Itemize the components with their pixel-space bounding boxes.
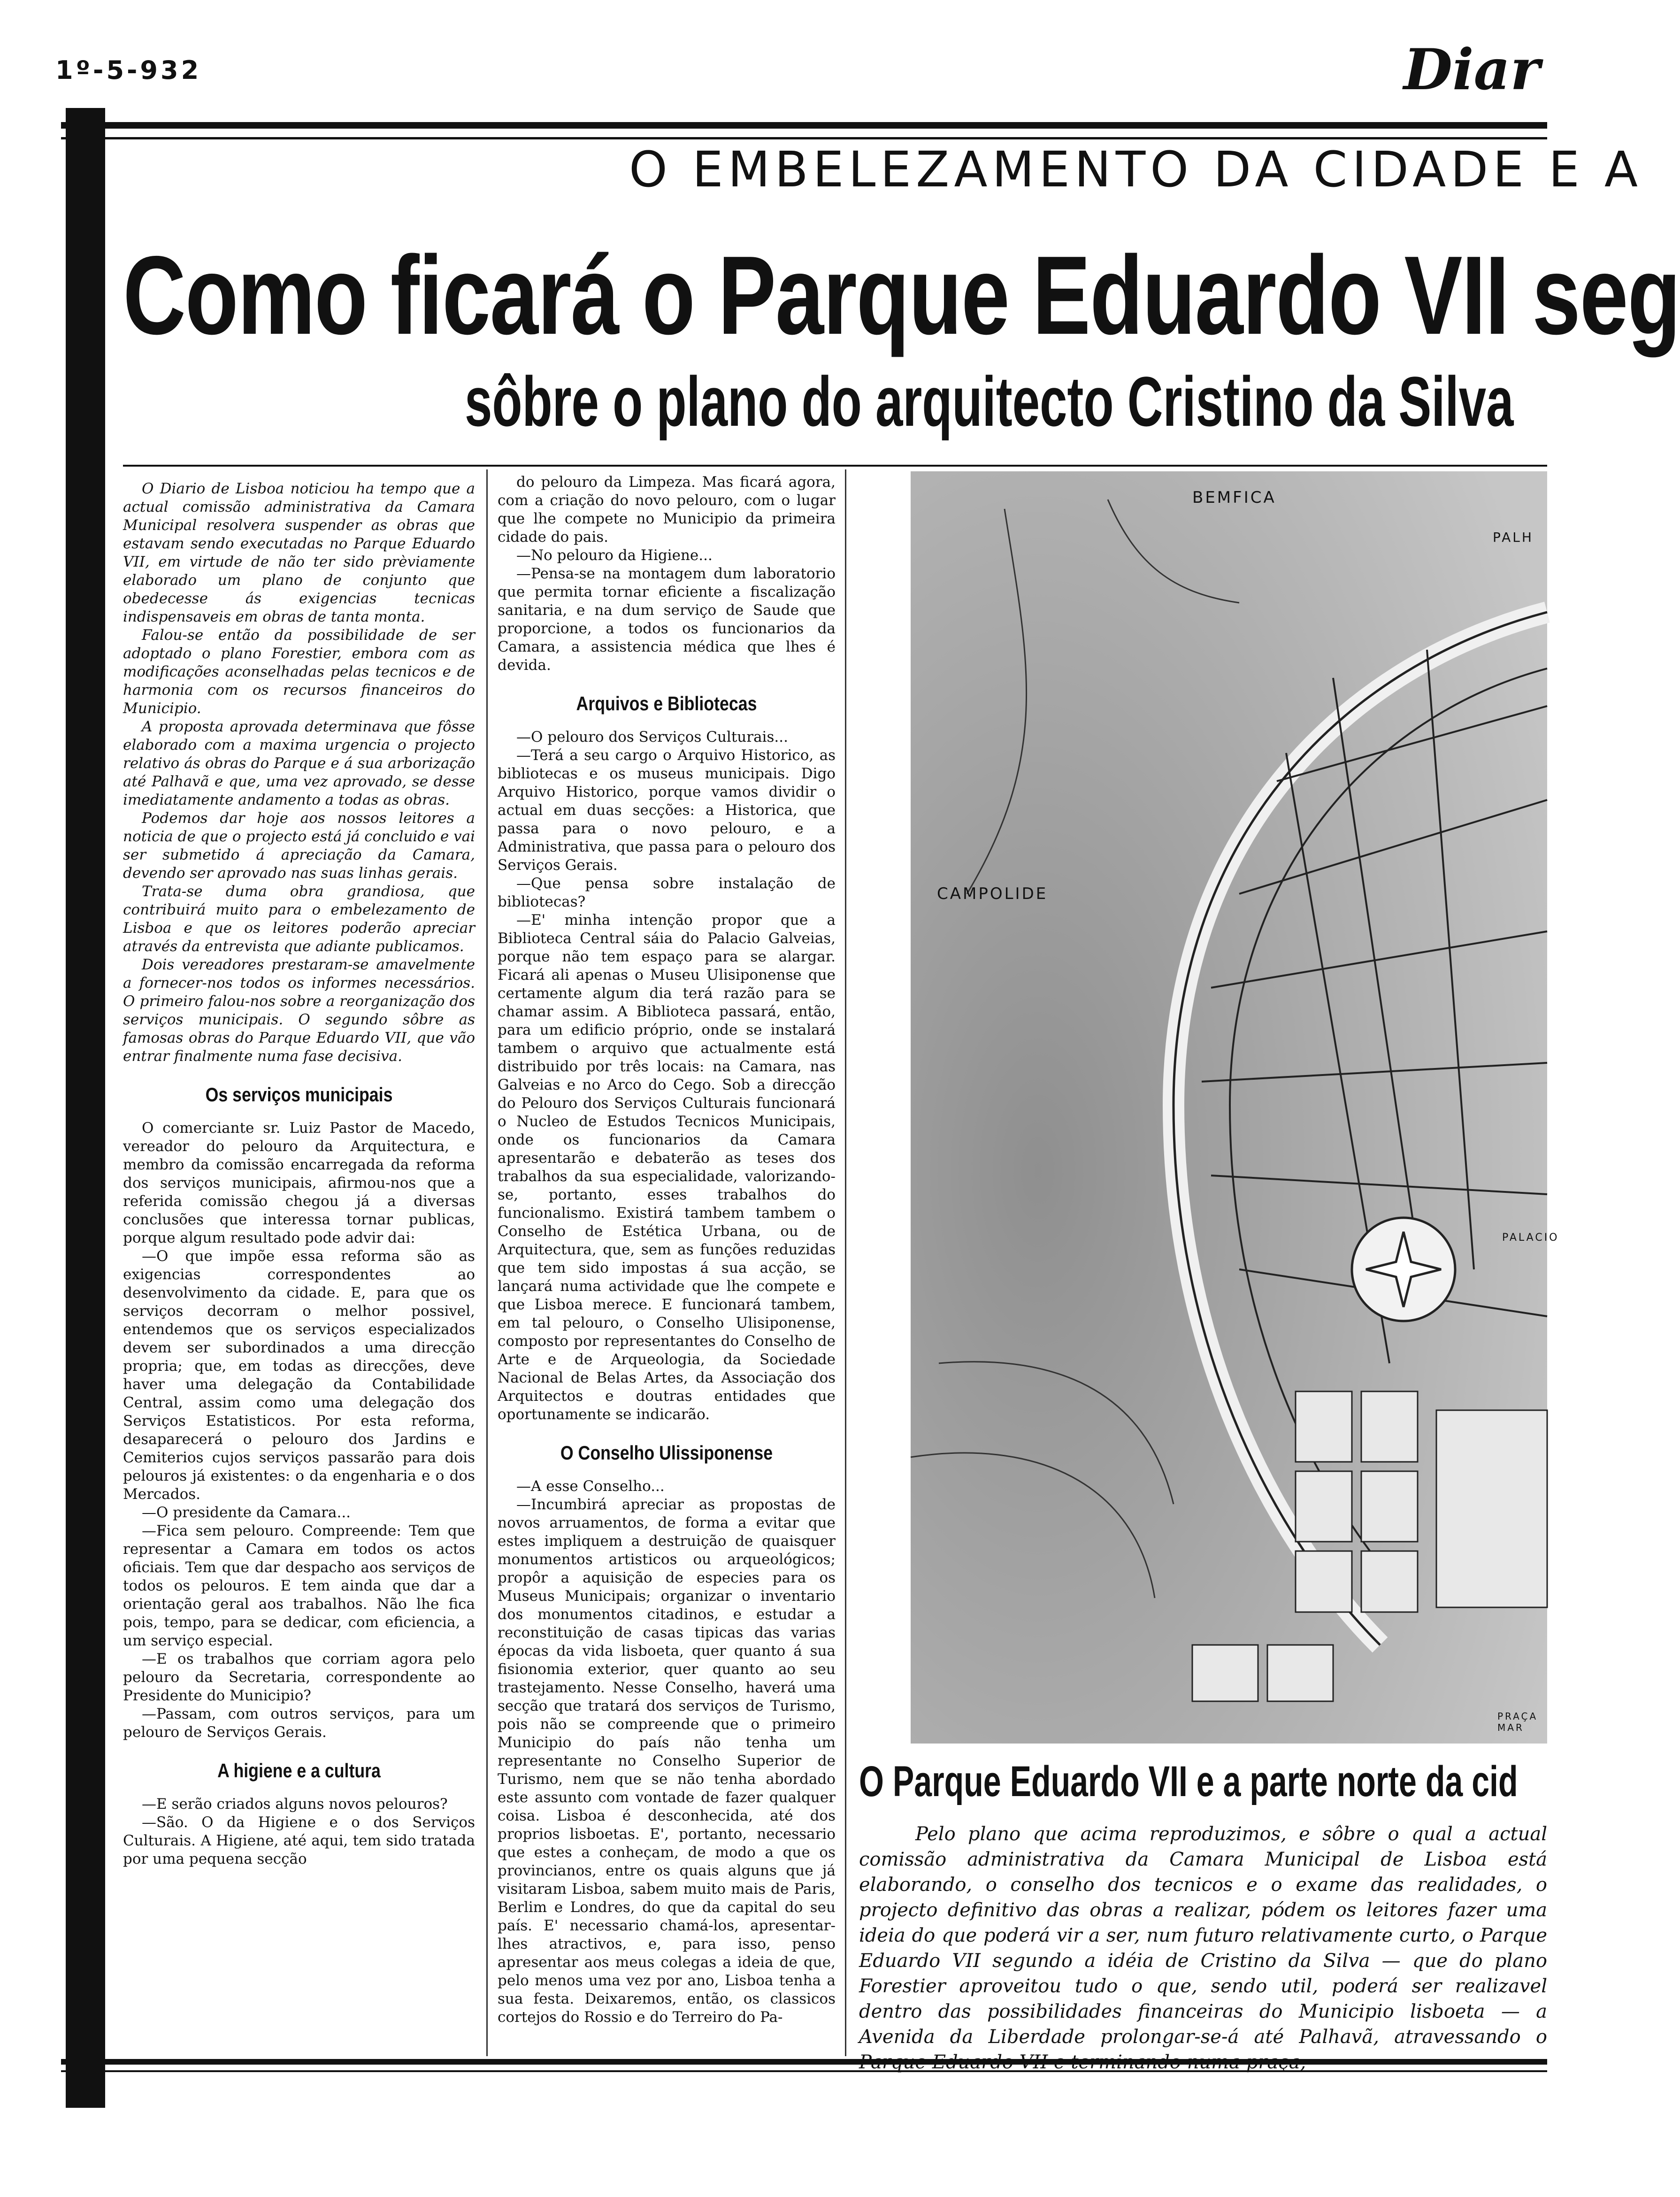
body-paragraph: —Passam, com outros serviços, para um pelouro de Serviços Gerais. <box>123 1705 475 1741</box>
park-plan-map <box>911 471 1559 1744</box>
body-paragraph: —E' minha intenção propor que a Biblioteca Central sáia do Palacio Galveias, porque não tem espaço para se alargar. Ficará ali apenas o Museu Ulisiponense que certamente algum dia terá razão para se chamar assim. A Biblioteca passará, então, para um edificio próprio, onde se instalará tambem o arquivo que actualmente está distribuido por três locais: na Camara, nas Galveias e no Arco do Cego. Sob a direcção do Pelouro dos Serviços Culturais funcionará o Nucleo de Estudos Tecnicos Municipais, onde os funcionarios da Camara apresentarão e debaterão as teses dos trabalhos da sua especialidade, valorizando-se, portanto, esses trabalhos do funcionalismo. Existirá tambem tambem o Conselho de Estética Urbana, ou de Arquitectura, que, sem as funções reduzidas que tem sido impostas á sua acção, se lançará numa actividade que lhe compete e que Lisboa merece. E funcionará tambem, em tal pelouro, o Conselho Ulisiponense, composto por representantes do Conselho de Arte e de Arqueologia, da Sociedade Nacional de Belas Artes, da Associação dos Arquitectos e doutras entidades que oportunamente se indicarão. <box>498 912 836 1423</box>
section-heading: Arquivos e Bibliotecas <box>576 692 757 714</box>
column-rule-1 <box>486 469 488 2056</box>
map-label-bemfica: BEMFICA <box>1192 488 1276 507</box>
left-margin-bar <box>66 108 105 2108</box>
bottom-rule-thin <box>61 2070 1547 2072</box>
body-paragraph: —O presidente da Camara... <box>142 1504 351 1521</box>
map-caption <box>859 1821 1547 2075</box>
body-paragraph: —Fica sem pelouro. Compreende: Tem que representar a Camara em todos os actos oficiais. Tem que dar despacho aos serviços de todos os pelouros. E tem ainda que dar a orientação geral aos trabalhos. Não lhe fica pois, tempo, para se dedicar, com eficiencia, a um serviço especial. <box>123 1522 475 1649</box>
body-paragraph: —Incumbirá apreciar as propostas de novos arruamentos, de forma a evitar que estes impliquem a destruição de quaisquer monumentos artisticos ou arqueológicos; propôr a aquisição de especies para os Museus Municipais; organizar o inventario dos monumentos citadinos, e estudar a reconstituição de casas tipicas das varias épocas da vida lisboeta, quer quanto á sua fisionomia exterior, quer quanto ao seu trastejamento. Nesse Conselho, haverá uma secção que tratará dos serviços de Turismo, pois não se compreende que o primeiro Municipio do país não tenha um representante no Conselho Superior de Turismo, nem que se não tenha abordado este assunto com vontade de fazer qualquer coisa. Lisboa é desconhecida, até dos proprios lisboetas. E', portanto, necessario que estes a conheçam, de modo a que os provincianos, entre os quais alguns que já visitaram Lisboa, sabem muito mais de Paris, Berlim e Londres, do que da capital do seu país. E' necessario chamá-los, apresentar-lhes atractivos, e, para isso, penso apresentar aos meus colegas a ideia de que, pelo menos uma vez por ano, Lisboa tenha a sua festa. Deixaremos, então, os classicos cortejos do Rossio e do Terreiro do Pa- <box>498 1496 836 2026</box>
body-paragraph: —Que pensa sobre instalação de bibliotecas? <box>498 875 836 910</box>
newspaper-masthead: Diar <box>1404 37 1540 103</box>
body-paragraph: —A esse Conselho... <box>516 1478 665 1495</box>
body-paragraph: —E serão criados alguns novos pelouros? <box>142 1796 448 1813</box>
body-paragraph: —O que impõe essa reforma são as exigencias correspondentes ao desenvolvimento da cidade. E, para que os serviços decorram o melhor possivel, entendemos que os serviços especializados devem ser subordinados a uma direcção propria; que, em todas as direcções, deve haver uma delegação da Contabilidade Central, assim como uma delegação dos Serviços Estatisticos. Por esta reforma, desaparecerá o pelouro dos Jardins e Cemiterios cujos serviços passarão para dois pelouros já existentes: o da engenharia e o dos Mercados. <box>123 1248 475 1503</box>
map-label-palhava: PALH <box>1493 530 1534 545</box>
article-column-2 <box>498 473 836 2027</box>
article-column-1 <box>123 480 475 1868</box>
intro-paragraph: Dois vereadores prestaram-se amavelmente a fornecer-nos todos os informes necessários. O primeiro falou-nos sobre a reorganização dos serviços municipais. O segundo sôbre as famosas obras do Parque Eduardo VII, que vão entrar finalmente numa fase decisiva. <box>123 956 475 1065</box>
sub-headline: sôbre o plano do arquitecto Cristino da Silva <box>465 362 1514 441</box>
main-headline: Como ficará o Parque Eduardo VII seg <box>123 233 1680 358</box>
intro-paragraph: Podemos dar hoje aos nossos leitores a noticia de que o projecto está já concluido e vai ser submetido á apreciação da Camara, devendo ser aprovado nas suas linhas gerais. <box>123 810 475 882</box>
body-paragraph: —São. O da Higiene e o dos Serviços Culturais. A Higiene, até aqui, tem sido tratada por uma pequena secção <box>123 1814 475 1867</box>
body-paragraph: —E os trabalhos que corriam agora pelo pelouro da Secretaria, correspondente ao Presidente do Municipio? <box>123 1651 475 1704</box>
body-paragraph: —Pensa-se na montagem dum laboratorio que permita tornar eficiente a fiscalização sanitaria, e na dum serviço de Saude que proporcione, a todos os funcionarios da Camara, a assistencia médica que lhes é devida. <box>498 565 836 674</box>
map-drawing <box>911 471 1547 1744</box>
map-label-praca: PRAÇA MAR <box>1497 1711 1538 1733</box>
intro-paragraph: Trata-se duma obra grandiosa, que contribuirá muito para o embelezamento de Lisboa e que os leitores poderão apreciar através da entrevista que adiante publicamos. <box>123 883 475 955</box>
headline-rule <box>123 465 1547 467</box>
map-caption-title: O Parque Eduardo VII e a parte norte da cid <box>859 1758 1518 1805</box>
body-paragraph: O comerciante sr. Luiz Pastor de Macedo, vereador do pelouro da Arquitectura, e membro da comissão encarregada da reforma dos serviços municipais, afirmou-nos que a referida comissão chegou já a diversas conclusões que interessa tornar publicas, porque algum resultado pode advir dai: <box>123 1120 475 1246</box>
caption-paragraph: Pelo plano que acima reproduzimos, e sôbre o qual a actual comissão administrativa da Camara Municipal de Lisboa está elaborando, o conselho dos tecnicos e o exame das realidades, o projecto definitivo das obras a realizar, pódem os leitores fazer uma ideia do que poderá vir a ser, num futuro relativamente curto, o Parque Eduardo VII segundo a idéia de Cristino da Silva — que do plano Forestier aproveitou tudo o que, sendo util, poderá ser realizavel dentro das possibilidades financeiras do Municipio lisboeta — a Avenida da Liberdade prolongar-se-á até Palhavã, atravessando o <box>859 1823 1547 2048</box>
section-heading: Os serviços municipais <box>205 1083 393 1106</box>
body-paragraph: —O pelouro dos Serviços Culturais... <box>516 729 788 745</box>
kicker-heading: O EMBELEZAMENTO DA CIDADE E A <box>629 141 1643 198</box>
intro-paragraph: A proposta aprovada determinava que fôsse elaborado com a maxima urgencia o projecto relativo ás obras do Parque e á sua arborização até Palhavã e que, uma vez aprovado, se desse imediatamente andamento a todas as obras. <box>123 718 475 808</box>
issue-date: 1º-5-932 <box>55 55 202 85</box>
top-rule <box>61 122 1547 129</box>
body-paragraph: do pelouro da Limpeza. Mas ficará agora, com a criação do novo pelouro, com o lugar que lhe compete no Municipio da primeira cidade do pais. <box>498 474 836 545</box>
body-paragraph: —No pelouro da Higiene... <box>516 547 713 564</box>
section-heading: O Conselho Ulissiponense <box>560 1442 773 1464</box>
section-heading: A higiene e a cultura <box>217 1759 381 1782</box>
map-label-palacio: PALACIO <box>1502 1232 1559 1244</box>
body-paragraph: —Terá a seu cargo o Arquivo Historico, as bibliotecas e os museus municipais. Digo Arquivo Historico, porque vamos dividir o actual em duas secções: a Historica, que passa para o novo pelouro, e a Administrativa, que passa para o pelouro dos Serviços Gerais. <box>498 747 836 874</box>
intro-paragraph: Falou-se então da possibilidade de ser adoptado o plano Forestier, embora com as modificações aconselhadas pelas tecnicos e de harmonia com os recursos financeiros do Municipio. <box>123 627 475 717</box>
column-rule-2 <box>845 469 846 2056</box>
bottom-rule <box>61 2059 1547 2065</box>
intro-paragraph: O Diario de Lisboa noticiou ha tempo que a actual comissão administrativa da Camara Municipal resolvera suspender as obras que estavam sendo executadas no Parque Eduardo VII, em virtude de não ter sido prèviamente elaborado um plano de conjunto que obedecesse ás exigencias tecnicas indispensaveis em obras de tanta monta. <box>123 480 475 625</box>
top-rule-thin <box>61 137 1547 139</box>
map-label-campolide: CAMPOLIDE <box>937 884 1048 903</box>
